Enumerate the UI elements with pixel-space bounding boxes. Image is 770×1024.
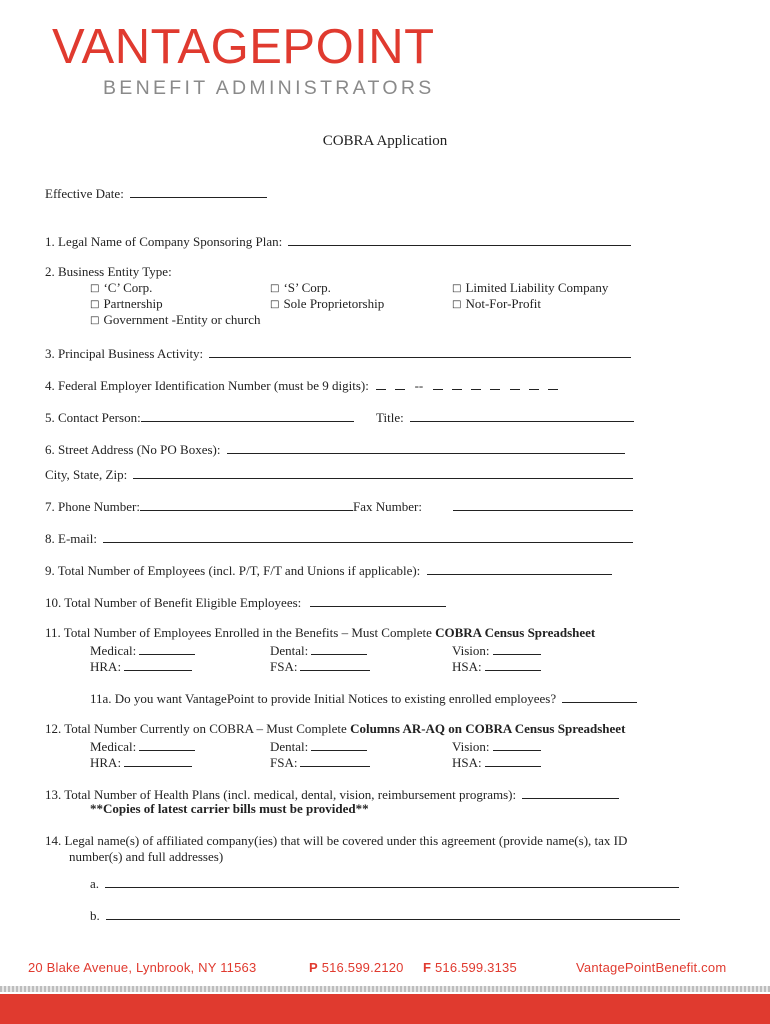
q12-hsa-field[interactable]	[485, 753, 541, 767]
q14-a-row	[90, 874, 679, 892]
checkbox-icon[interactable]: □	[90, 283, 100, 294]
q12-fsa-field[interactable]	[300, 753, 370, 767]
fein-digit-4[interactable]	[452, 376, 462, 390]
logo-tagline: BENEFIT ADMINISTRATORS	[103, 77, 435, 99]
q4-label: 4. Federal Employer Identification Number (must be 9 digits):	[45, 378, 369, 393]
q11-label-row	[45, 625, 595, 641]
q11-medical-field[interactable]	[139, 641, 195, 655]
q13-note: **Copies of latest carrier bills must be provided**	[90, 801, 369, 816]
q3-row	[45, 344, 631, 362]
entity-option-llc[interactable]: □ Limited Liability Company	[452, 280, 609, 295]
q12-dental: Dental:	[270, 737, 367, 755]
fein-digit-9[interactable]	[548, 376, 558, 390]
q14-line2: number(s) and full addresses)	[69, 849, 224, 864]
q11-hra: HRA:	[90, 657, 192, 675]
q11-hra-field[interactable]	[124, 657, 192, 671]
effective-date-field[interactable]	[130, 184, 267, 198]
q6-row	[45, 440, 625, 458]
q12-medical: Medical:	[90, 737, 195, 755]
footer-red-band	[0, 994, 770, 1024]
q1-row	[45, 232, 631, 250]
checkbox-icon[interactable]: □	[90, 299, 100, 310]
q11-fsa: FSA:	[270, 657, 370, 675]
city-row	[45, 465, 633, 483]
q12-medical-field[interactable]	[139, 737, 195, 751]
q10-row	[45, 593, 446, 611]
total-employees-field[interactable]	[427, 561, 612, 575]
affiliate-b-field[interactable]	[106, 906, 680, 920]
phone-label: 7. Phone Number:	[45, 499, 140, 514]
q12-vision: Vision:	[452, 737, 541, 755]
q12-dental-field[interactable]	[311, 737, 367, 751]
q12-hsa: HSA:	[452, 753, 541, 771]
city-state-zip-label: City, State, Zip:	[45, 467, 128, 482]
q11a-label: 11a. Do you want VantagePoint to provide Initial Notices to existing enrolled employees?	[90, 691, 557, 706]
fein-separator: --	[414, 378, 424, 393]
checkbox-icon[interactable]: □	[270, 283, 280, 294]
q12-vision-field[interactable]	[493, 737, 541, 751]
q4-row	[45, 376, 558, 394]
checkbox-icon[interactable]: □	[452, 283, 462, 294]
entity-option-sole-proprietorship[interactable]: □ Sole Proprietorship	[270, 296, 385, 311]
effective-date-row	[45, 184, 267, 202]
q11-medical: Medical:	[90, 641, 195, 659]
q11-label: 11. Total Number of Employees Enrolled in the Benefits – Must Complete	[45, 625, 436, 640]
footer-fax: F 516.599.3135	[423, 960, 517, 975]
email-label: 8. E-mail:	[45, 531, 97, 546]
fein-digit-6[interactable]	[490, 376, 500, 390]
fein-digit-2[interactable]	[395, 376, 405, 390]
q2-label: 2. Business Entity Type:	[45, 264, 172, 279]
entity-option-partnership[interactable]: □ Partnership	[90, 296, 163, 311]
q14-b-label: b.	[90, 908, 100, 923]
street-address-field[interactable]	[227, 440, 625, 454]
contact-person-field[interactable]	[141, 408, 354, 422]
health-plans-field[interactable]	[522, 785, 619, 799]
footer-phone: P 516.599.2120	[309, 960, 404, 975]
q11-bold: COBRA Census Spreadsheet	[435, 625, 596, 640]
q11a-row	[90, 689, 637, 707]
fax-prefix: F	[423, 960, 432, 975]
q1-label: 1. Legal Name of Company Sponsoring Plan:	[45, 234, 283, 249]
q9-label: 9. Total Number of Employees (incl. P/T, F/T and Unions if applicable):	[45, 563, 421, 578]
fein-digit-7[interactable]	[510, 376, 520, 390]
fax-field[interactable]	[453, 497, 633, 511]
title-row	[376, 408, 634, 426]
q14-a-label: a.	[90, 876, 100, 891]
q3-label: 3. Principal Business Activity:	[45, 346, 204, 361]
street-address-label: 6. Street Address (No PO Boxes):	[45, 442, 221, 457]
fein-digit-5[interactable]	[471, 376, 481, 390]
q5-row	[45, 408, 354, 426]
logo-wordmark: VANTAGEPOINT	[52, 20, 435, 74]
entity-option-s-corp[interactable]: □ ‘S’ Corp.	[270, 280, 331, 295]
company-name-field[interactable]	[288, 232, 631, 246]
eligible-employees-field[interactable]	[310, 593, 446, 607]
title-field[interactable]	[410, 408, 634, 422]
checkbox-icon[interactable]: □	[452, 299, 462, 310]
footer-gray-stripe	[0, 986, 770, 992]
q14-line1: 14. Legal name(s) of affiliated company(ies) that will be covered under this agreement (provide name(s), tax ID	[45, 833, 628, 848]
checkbox-icon[interactable]: □	[90, 315, 100, 326]
title-label: Title:	[376, 410, 404, 425]
entity-option-c-corp[interactable]: □ ‘C’ Corp.	[90, 280, 153, 295]
q11-vision-field[interactable]	[493, 641, 541, 655]
q10-label: 10. Total Number of Benefit Eligible Employees:	[45, 595, 302, 610]
affiliate-a-field[interactable]	[105, 874, 679, 888]
fax-row	[453, 497, 633, 515]
q9-row	[45, 561, 612, 579]
q11-dental: Dental:	[270, 641, 367, 659]
fein-digit-8[interactable]	[529, 376, 539, 390]
q8-row	[45, 529, 633, 547]
phone-prefix: P	[309, 960, 318, 975]
fax-label: Fax Number:	[352, 499, 422, 514]
q12-hra-field[interactable]	[124, 753, 192, 767]
fein-digit-1[interactable]	[376, 376, 386, 390]
effective-date-label: Effective Date:	[45, 186, 124, 201]
phone-field[interactable]	[140, 497, 353, 511]
footer-website[interactable]: VantagePointBenefit.com	[576, 960, 727, 975]
q7-row	[45, 497, 422, 515]
q12-hra: HRA:	[90, 753, 192, 771]
q12-fsa: FSA:	[270, 753, 370, 771]
contact-person-label: 5. Contact Person:	[45, 410, 141, 425]
q12-label-row	[45, 721, 625, 737]
q13-label: 13. Total Number of Health Plans (incl. medical, dental, vision, reimbursement programs):	[45, 787, 517, 802]
form-title: COBRA Application	[322, 133, 448, 149]
q11-hsa-field[interactable]	[485, 657, 541, 671]
q14-b-row	[90, 906, 680, 924]
q11-hsa: HSA:	[452, 657, 541, 675]
footer-address: 20 Blake Avenue, Lynbrook, NY 11563	[28, 960, 257, 975]
q11-vision: Vision:	[452, 641, 541, 659]
entity-option-government[interactable]: □ Government -Entity or church	[90, 312, 261, 327]
q12-bold: Columns AR-AQ on COBRA Census Spreadsheet	[350, 721, 626, 736]
q11-fsa-field[interactable]	[300, 657, 370, 671]
business-activity-field[interactable]	[209, 344, 631, 358]
city-state-zip-field[interactable]	[133, 465, 633, 479]
q11-dental-field[interactable]	[311, 641, 367, 655]
q12-label: 12. Total Number Currently on COBRA – Must Complete	[45, 721, 351, 736]
fein-digit-3[interactable]	[433, 376, 443, 390]
initial-notices-field[interactable]	[562, 689, 637, 703]
entity-option-not-for-profit[interactable]: □ Not-For-Profit	[452, 296, 542, 311]
email-field[interactable]	[103, 529, 633, 543]
checkbox-icon[interactable]: □	[270, 299, 280, 310]
